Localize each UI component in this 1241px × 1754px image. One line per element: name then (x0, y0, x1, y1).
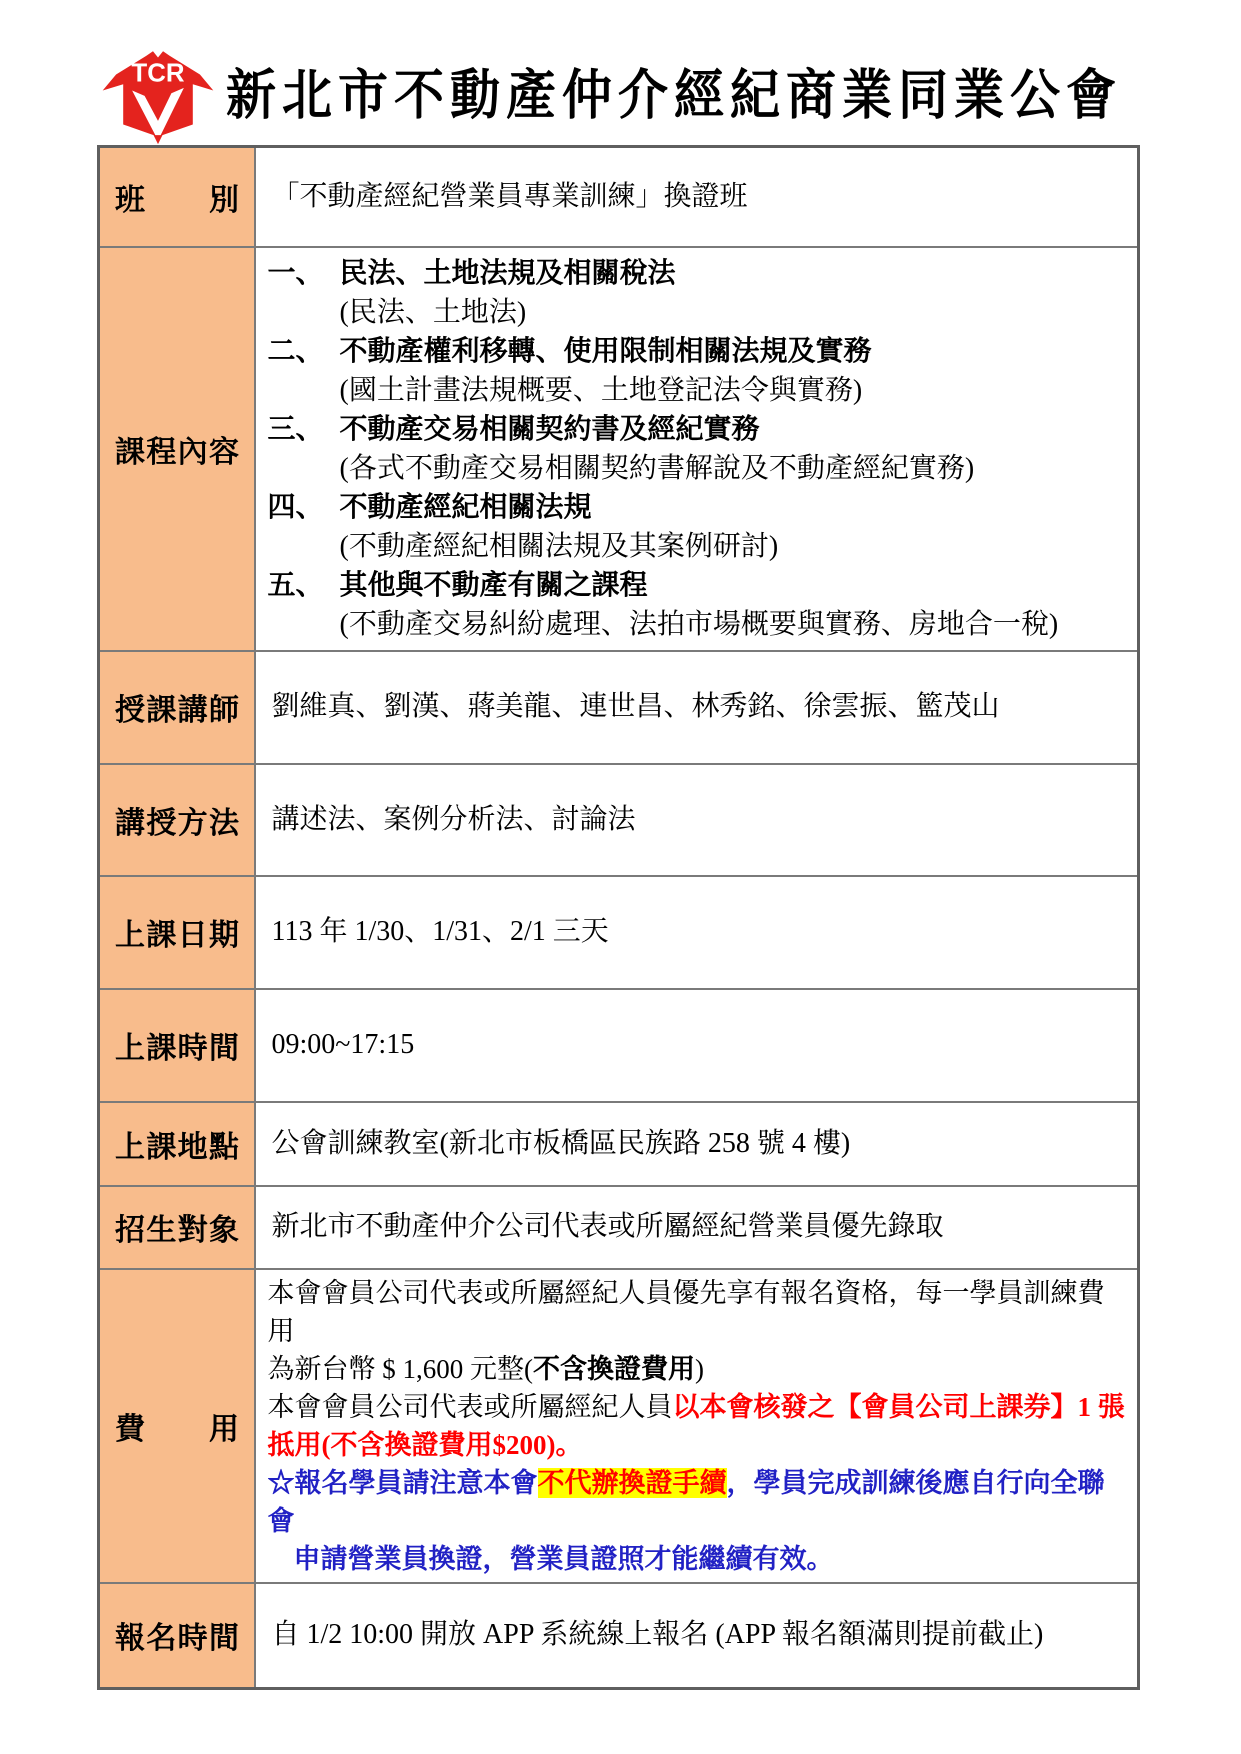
row-value-class-time: 09:00~17:15 (255, 989, 1139, 1102)
row-label-text: 上課地點 (115, 1130, 239, 1164)
course-item-number: 三、 (267, 413, 324, 445)
table-row-target (99, 1186, 1139, 1269)
fee-line-1: 本會會員公司代表或所屬經紀人員優先享有報名資格，每一學員訓練費用 (267, 1277, 1105, 1346)
table-row-teaching-method (99, 764, 1139, 876)
row-value-location: 公會訓練教室(新北市板橋區民族路 258 號 4 樓) (255, 1102, 1139, 1186)
fee-line-6: 申請營業員換證，營業員證照才能繼續有效。 (293, 1543, 834, 1574)
course-item-detail: (不動產交易糾紛處理、法拍市場概要與實務、房地合一稅) (339, 608, 1059, 640)
row-value-registration-time: 自 1/2 10:00 開放 APP 系統線上報名 (APP 報名額滿則提前截止) (255, 1583, 1139, 1689)
course-item-2 (268, 332, 1126, 371)
course-item-5 (268, 566, 1126, 605)
row-label-target (99, 1186, 255, 1269)
course-info-table (97, 145, 1140, 1690)
course-item-detail: (國土計畫法規概要、土地登記法令與實務) (339, 374, 863, 406)
row-value-class-dates: 113 年 1/30、1/31、2/1 三天 (255, 876, 1139, 989)
star-icon: ☆ (267, 1467, 295, 1498)
fee-line-3: 本會會員公司代表或所屬經紀人員以本會核發之【會員公司上課券】1 張 (267, 1391, 1125, 1422)
table-row-class-type (99, 147, 1139, 247)
course-item-number: 四、 (267, 491, 324, 523)
row-label-location (99, 1102, 255, 1186)
course-item-detail: (民法、土地法) (339, 296, 527, 328)
course-item-title: 不動產經紀相關法規 (339, 491, 592, 523)
row-label-teaching-method (99, 764, 255, 876)
row-label-text: 課程內容 (115, 435, 239, 469)
course-item-number: 一、 (267, 257, 324, 289)
fee-red-text: 以本會核發之【會員公司上課券】1 張 (672, 1391, 1125, 1422)
row-label-instructors (99, 651, 255, 764)
table-row-class-time (99, 989, 1139, 1102)
course-item-3 (268, 410, 1126, 449)
course-item-number: 五、 (267, 569, 324, 601)
row-label-text: 班 別 (115, 183, 239, 217)
row-value-instructors: 劉維真、劉漢、蔣美龍、連世昌、林秀銘、徐雲振、籃茂山 (255, 651, 1139, 764)
row-label-text: 授課講師 (115, 694, 239, 727)
course-item-title: 其他與不動產有關之課程 (339, 569, 648, 601)
row-value-target: 新北市不動產仲介公司代表或所屬經紀營業員優先錄取 (255, 1186, 1139, 1269)
row-label-text: 上課時間 (115, 1032, 239, 1065)
fee-highlighted-text: 不代辦換證手續 (537, 1467, 727, 1498)
row-label-fee (99, 1269, 255, 1583)
tcr-association-logo-icon (100, 43, 216, 147)
row-value-class-type: 「不動產經紀營業員專業訓練」換證班 (255, 147, 1139, 247)
fee-bold-text: 不含換證費用 (533, 1353, 695, 1384)
row-label-text: 費 用 (115, 1412, 239, 1446)
row-label-class-type (99, 147, 255, 247)
row-label-registration-time (99, 1583, 255, 1689)
row-label-class-dates (99, 876, 255, 989)
course-item-detail: (不動產經紀相關法規及其案例研討) (339, 530, 779, 562)
row-label-text: 招生對象 (115, 1214, 239, 1247)
row-value-course-content (255, 247, 1139, 651)
course-item-detail: (各式不動產交易相關契約書解說及不動產經紀實務) (339, 452, 975, 484)
course-item-title: 不動產權利移轉、使用限制相關法規及實務 (339, 335, 872, 367)
table-row-fee (99, 1269, 1139, 1583)
table-row-registration-time (99, 1583, 1139, 1689)
fee-line-2: 為新台幣 $ 1,600 元整(不含換證費用) (267, 1353, 704, 1384)
table-row-course-content (99, 247, 1139, 651)
row-label-text: 講授方法 (115, 806, 239, 840)
fee-line-5: ☆報名學員請注意本會不代辦換證手續，學員完成訓練後應自行向全聯會 (267, 1467, 1105, 1536)
logo-text: TCR (131, 59, 185, 88)
row-label-text: 報名時間 (115, 1622, 239, 1656)
table-row-location (99, 1102, 1139, 1186)
course-item-title: 民法、土地法規及相關稅法 (339, 257, 676, 289)
course-item-4 (268, 488, 1126, 527)
course-item-1 (268, 254, 1126, 293)
course-item-number: 二、 (267, 335, 324, 367)
row-label-text: 上課日期 (115, 919, 239, 952)
row-value-teaching-method: 講述法、案例分析法、討論法 (255, 764, 1139, 876)
row-value-fee (255, 1269, 1139, 1583)
row-label-class-time (99, 989, 255, 1102)
doc-header (100, 42, 1122, 148)
course-item-title: 不動產交易相關契約書及經紀實務 (339, 413, 760, 445)
page-title: 新北市不動產仲介經紀商業同業公會 (226, 64, 1122, 126)
table-row-class-dates (99, 876, 1139, 989)
row-label-course-content (99, 247, 255, 651)
table-row-instructors (99, 651, 1139, 764)
fee-line-4: 抵用(不含換證費用$200)。 (267, 1429, 583, 1460)
